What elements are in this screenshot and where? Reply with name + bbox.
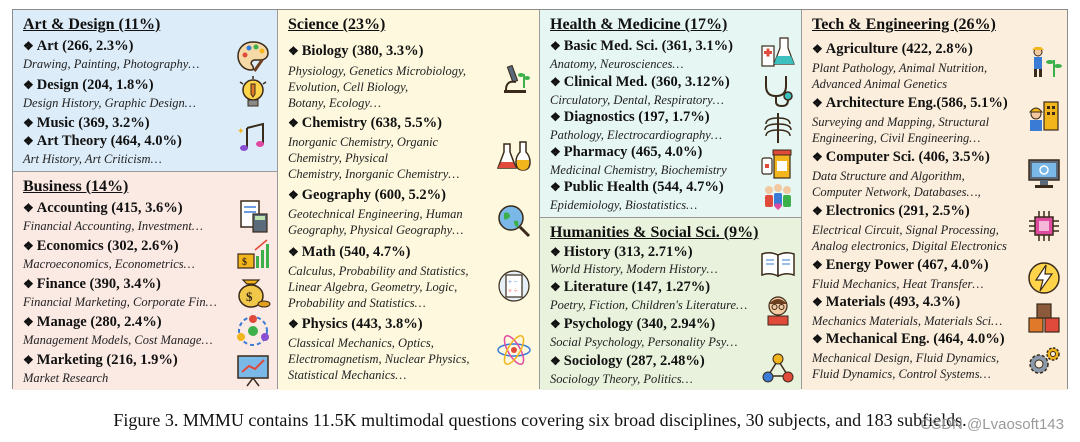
- row-divider: [13, 171, 277, 172]
- figure-caption: Figure 3. MMMU contains 11.5K multimodal questions covering six broad disciplines, 30 subjects, and 183 subfields.: [113, 410, 967, 430]
- music-notes-icon: [235, 120, 271, 156]
- microscope-plant-icon: [496, 60, 532, 96]
- subfields-manage: Management Models, Cost Manage…: [23, 333, 213, 347]
- panel-title: Art & Design (11%): [23, 16, 161, 33]
- stethoscope-icon: [760, 72, 796, 108]
- subject-math: ❖ Math (540, 4.7%): [288, 244, 411, 260]
- subject-art-theory: ❖ Art Theory (464, 4.0%): [23, 133, 182, 149]
- panel-title: Tech & Engineering (26%): [812, 16, 996, 33]
- subject-computer-sci: ❖ Computer Sci. (406, 3.5%): [812, 149, 990, 165]
- microchip-icon: [1026, 208, 1062, 244]
- subject-energy-power: ❖ Energy Power (467, 4.0%): [812, 257, 989, 273]
- people-health-icon: [760, 180, 796, 216]
- subfields-geography: Geotechnical Engineering, Human Geography, Physical Geography…: [288, 207, 464, 237]
- subfields-design: Design History, Graphic Design…: [23, 96, 196, 110]
- svg-text:+ −: + −: [508, 278, 518, 286]
- subject-physics: ❖ Physics (443, 3.8%): [288, 316, 423, 332]
- subject-architecture: ❖ Architecture Eng.(586, 5.1%): [812, 95, 1008, 111]
- subject-public-health: ❖ Public Health (544, 4.7%): [550, 179, 724, 195]
- svg-text:$: $: [246, 289, 253, 304]
- subject-literature: ❖ Literature (147, 1.27%): [550, 279, 711, 295]
- subfields-sociology: Sociology Theory, Politics…: [550, 372, 693, 386]
- panel-art-design: [13, 10, 277, 171]
- subject-agriculture: ❖ Agriculture (422, 2.8%): [812, 41, 973, 57]
- flasks-icon: [496, 138, 532, 174]
- subfields-literature: Poetry, Fiction, Children's Literature…: [550, 298, 748, 312]
- materials-blocks-icon: [1026, 300, 1062, 336]
- subfields-history: World History, Modern History…: [550, 262, 718, 276]
- subject-marketing: ❖ Marketing (216, 1.9%): [23, 352, 178, 368]
- panel-title: Humanities & Social Sci. (9%): [550, 224, 759, 241]
- pill-bottle-icon: [760, 146, 796, 182]
- panel-humanities: [540, 218, 801, 390]
- money-chart-icon: [235, 236, 271, 272]
- subfields-diagnostics: Pathology, Electrocardiography…: [550, 128, 722, 142]
- team-management-icon: [235, 313, 271, 349]
- column-divider: [277, 10, 278, 388]
- subfields-chemistry: Inorganic Chemistry, Organic Chemistry, Physical Chemistry, Inorganic Chemistry…: [288, 135, 460, 181]
- subfields-economics: Macroeconomics, Econometrics…: [23, 257, 195, 271]
- subfields-electronics: Electrical Circuit, Signal Processing, Analog electronics, Digital Electronics: [812, 223, 1007, 253]
- subfields-math: Calculus, Probability and Statistics, Linear Algebra, Geometry, Logic, Probability and Statistics…: [288, 264, 469, 310]
- subject-mechanical-eng: ❖ Mechanical Eng. (464, 4.0%): [812, 331, 1005, 347]
- subject-sociology: ❖ Sociology (287, 2.48%): [550, 353, 705, 369]
- subject-clinical-med: ❖ Clinical Med. (360, 3.12%): [550, 74, 730, 90]
- atom-icon: [496, 332, 532, 368]
- panel-science: [278, 10, 539, 390]
- subfields-psychology: Social Psychology, Personality Psy…: [550, 335, 738, 349]
- subfields-basic-med: Anatomy, Neurosciences…: [550, 57, 684, 71]
- subfields-accounting: Financial Accounting, Investment…: [23, 219, 203, 233]
- medicine-flask-icon: [760, 34, 796, 70]
- subject-materials: ❖ Materials (493, 4.3%): [812, 294, 961, 310]
- subfields-biology: Physiology, Genetics Microbiology, Evolution, Cell Biology, Botany, Ecology…: [288, 64, 466, 110]
- subject-design: ❖ Design (204, 1.8%): [23, 77, 154, 93]
- watermark: CSDN @Lvaosoft143: [920, 416, 1064, 433]
- subfields-physics: Classical Mechanics, Optics, Electromagnetism, Nuclear Physics, Statistical Mechanics…: [288, 336, 470, 382]
- open-book-icon: [760, 246, 796, 282]
- subfields-pharmacy: Medicinal Chemistry, Biochemistry: [550, 163, 727, 177]
- panel-tech-engineering: [802, 10, 1067, 390]
- discipline-figure: [12, 9, 1068, 389]
- subject-accounting: ❖ Accounting (415, 3.6%): [23, 200, 183, 216]
- money-bag-icon: [235, 274, 271, 310]
- subfields-computer-sci: Data Structure and Algorithm, Computer Network, Databases…,: [812, 169, 981, 199]
- subject-manage: ❖ Manage (280, 2.4%): [23, 314, 162, 330]
- row-divider: [540, 217, 801, 218]
- subject-economics: ❖ Economics (302, 2.6%): [23, 238, 179, 254]
- xray-ribcage-icon: [760, 110, 796, 146]
- panel-health-medicine: [540, 10, 801, 217]
- subject-finance: ❖ Finance (390, 3.4%): [23, 276, 161, 292]
- svg-text:$: $: [242, 257, 247, 268]
- subject-geography: ❖ Geography (600, 5.2%): [288, 187, 446, 203]
- subfields-architecture: Surveying and Mapping, Structural Engineering, Civil Engineering…: [812, 115, 990, 145]
- subfields-art: Drawing, Painting, Photography…: [23, 57, 200, 71]
- subject-basic-med: ❖ Basic Med. Sci. (361, 3.1%): [550, 38, 733, 54]
- lightbulb-pencil-icon: [235, 76, 271, 112]
- subject-diagnostics: ❖ Diagnostics (197, 1.7%): [550, 109, 710, 125]
- subfields-public-health: Epidemiology, Biostatistics…: [550, 198, 698, 212]
- calculator-document-icon: [235, 198, 271, 234]
- svg-text:✦: ✦: [237, 126, 245, 136]
- math-document-icon: [496, 268, 532, 304]
- subfields-clinical-med: Circulatory, Dental, Respiratory…: [550, 93, 724, 107]
- subfields-materials: Mechanics Materials, Materials Sci…: [812, 314, 1003, 328]
- svg-text:× ÷: × ÷: [508, 287, 518, 295]
- gears-icon: [1026, 344, 1062, 380]
- panel-business: [13, 172, 277, 390]
- subject-psychology: ❖ Psychology (340, 2.94%): [550, 316, 716, 332]
- subfields-marketing: Market Research: [23, 371, 109, 385]
- subfields-finance: Financial Marketing, Corporate Fin…: [23, 295, 217, 309]
- column-divider: [801, 10, 802, 388]
- subfields-agriculture: Plant Pathology, Animal Nutrition, Advanced Animal Genetics: [812, 61, 988, 91]
- subject-chemistry: ❖ Chemistry (638, 5.5%): [288, 115, 442, 131]
- subfields-energy-power: Fluid Mechanics, Heat Transfer…: [812, 277, 984, 291]
- computer-monitor-icon: [1026, 156, 1062, 192]
- palette-icon: [235, 38, 271, 74]
- subfields-art-theory: Art History, Art Criticism…: [23, 152, 162, 166]
- subfields-mechanical-eng: Mechanical Design, Fluid Dynamics, Fluid Dynamics, Control Systems…: [812, 351, 1000, 381]
- lightning-bolt-icon: [1026, 260, 1062, 296]
- reader-person-icon: [760, 292, 796, 328]
- social-network-icon: [760, 350, 796, 386]
- subject-art: ❖ Art (266, 2.3%): [23, 38, 134, 54]
- marketing-board-icon: [235, 352, 271, 388]
- farmer-plant-icon: [1026, 44, 1062, 80]
- globe-magnifier-icon: [496, 203, 532, 239]
- subject-pharmacy: ❖ Pharmacy (465, 4.0%): [550, 144, 703, 160]
- column-divider: [539, 10, 540, 388]
- panel-title: Health & Medicine (17%): [550, 16, 728, 33]
- subject-music: ❖ Music (369, 3.2%): [23, 115, 150, 131]
- subject-history: ❖ History (313, 2.71%): [550, 244, 693, 260]
- subject-electronics: ❖ Electronics (291, 2.5%): [812, 203, 970, 219]
- panel-title: Business (14%): [23, 178, 129, 195]
- engineer-building-icon: [1026, 98, 1062, 134]
- subject-biology: ❖ Biology (380, 3.3%): [288, 43, 424, 59]
- panel-title: Science (23%): [288, 16, 386, 33]
